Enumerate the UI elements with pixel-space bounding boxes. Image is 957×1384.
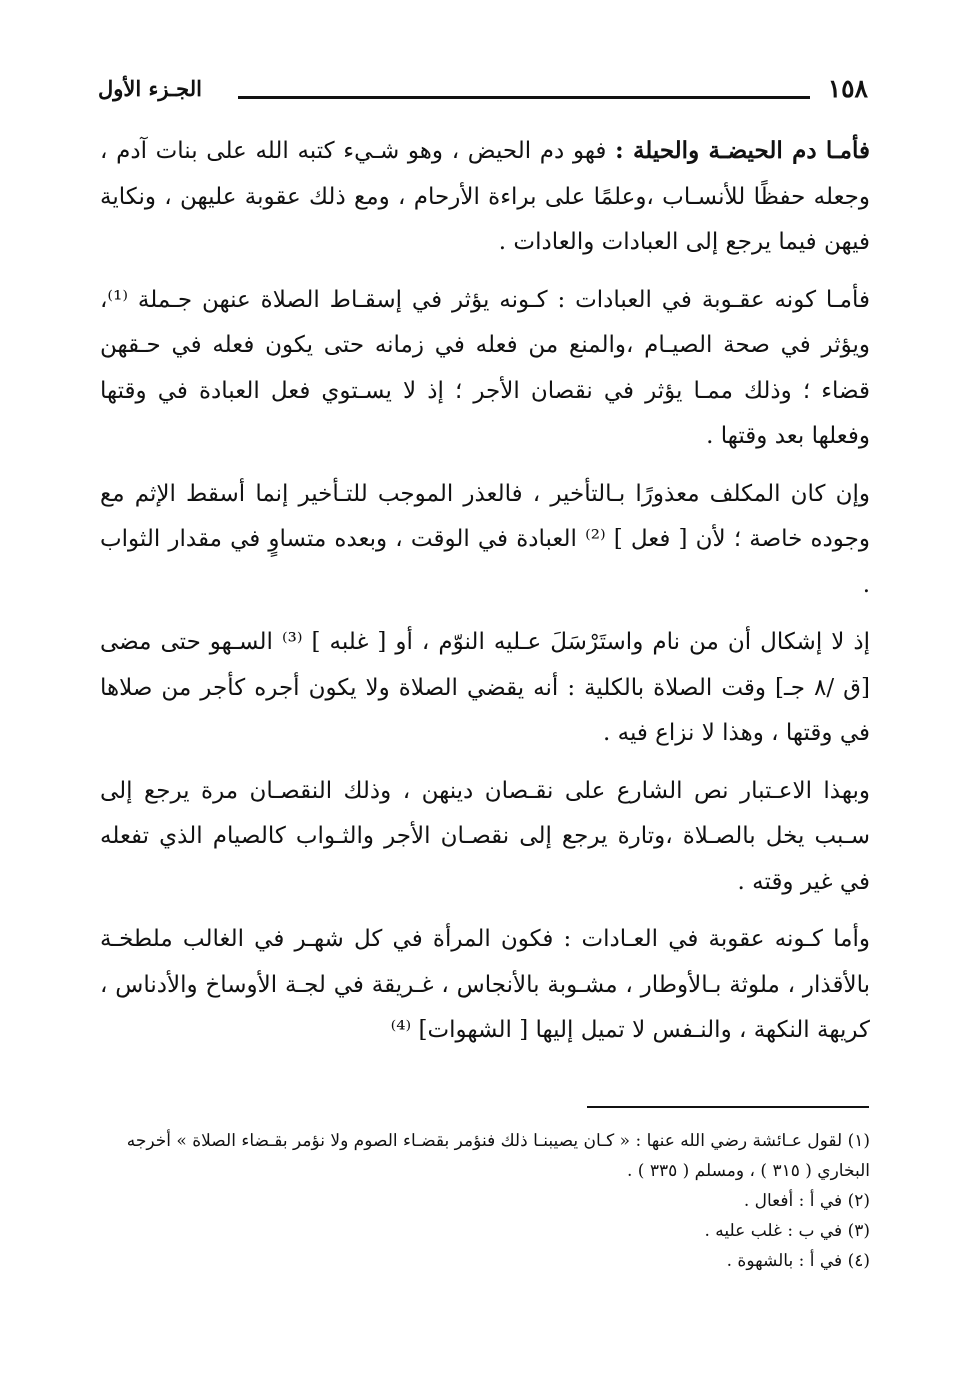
footnote-3: (٣) في ب : غلب عليه .: [704, 1221, 870, 1241]
paragraph-1-lead: فأمـا دم الحيضـة والحيلة :: [615, 137, 870, 164]
paragraph-1: [100, 128, 870, 266]
paragraph-1-rest: فهو دم الحيض ، وهو شـيء كتبه الله على بنات آدم ، وجعله حفظًا للأنسـاب ،وعلمًا على براءة الأرحام ، ومع ذلك عقوبة عليهن ، ونكاية فيهن فيما يرجع إلى العبادات والعادات .: [100, 138, 870, 255]
running-title: الجـزء الأول: [98, 76, 202, 101]
main-text: [100, 128, 870, 1066]
page-number: ١٥٨: [827, 74, 868, 103]
footnote-2: (٢) في أ : أفعال .: [743, 1191, 870, 1211]
page-header: [98, 70, 868, 110]
paragraph-3: وإن كان المكلف معذورًا بـالتأخير ، فالعذر الموجب للتـأخير إنما أسقط الإثم مع وجوده خاصة ؛ لأن [ فعل ] ⁽²⁾ العبادة في الوقت ، وبعده متساوٍ في مقدار الثواب .: [100, 480, 871, 598]
paragraph-4: إذ لا إشكال أن من نام واستَرْسَلَ عـليه النوّم ، أو [ غلبه ] ⁽³⁾ السـهو حتى مضى [ق /٨ جـ] وقت الصلاة بالكلية : أنه يقضي الصلاة ولا يكون أجره كأجر من صلاها في وقتها ، وهذا لا نزاع فيه .: [100, 629, 871, 746]
footnote-4: (٤) في أ : بالشهوة .: [726, 1251, 870, 1271]
paragraph-5: وبهذا الاعـتبار نص الشارع على نقـصان دينهن ، وذلك النقصـان مرة يرجع إلى سـبب يخل بالصـلاة ،وتارة يرجع إلى نقصـان الأجر والثـواب كالصيام الذي تفعله في غير وقته .: [100, 777, 870, 895]
footnote-1: (١) لقول عـائشة رضي الله عنها : « كـان يصيبنـا ذلك فنؤمر بقضـاء الصوم ولا نؤمر بقـضاء الصلاة » أخرجه البخاري ( ٣١٥ ) ، ومسلم ( ٣٣٥ ) .: [126, 1131, 870, 1181]
header-rule: [238, 96, 810, 99]
paragraph-2: فأمـا كونه عقـوبة في العبادات : كـونه يؤثر في إسقـاط الصلاة عنهن جـملة ⁽¹⁾، ويؤثر في صحة الصيـام ،والمنع من فعله في زمانه حتى يكون فعله في حـقهن قضاء ؛ وذلك ممـا يؤثر في نقصان الأجر ؛ إذ لا يسـتوي فعل العبادة في وقتها وفعلها بعد وقتها .: [100, 286, 870, 449]
footnote-separator: [587, 1106, 869, 1108]
paragraph-6: وأما كـونه عقوبة في العـادات : فكون المرأة في كل شهـر في الغالب ملطخـة بالأقذار ، ملوثة بـالأوطار ، مشـوبة بالأنجاس ، غـريقة في لجـة الأوساخ والأدناس ، كريهة النكهة ، والنـفس لا تميل إليها [ الشهوات] ⁽⁴⁾: [100, 926, 870, 1043]
footnotes: [100, 1126, 870, 1276]
